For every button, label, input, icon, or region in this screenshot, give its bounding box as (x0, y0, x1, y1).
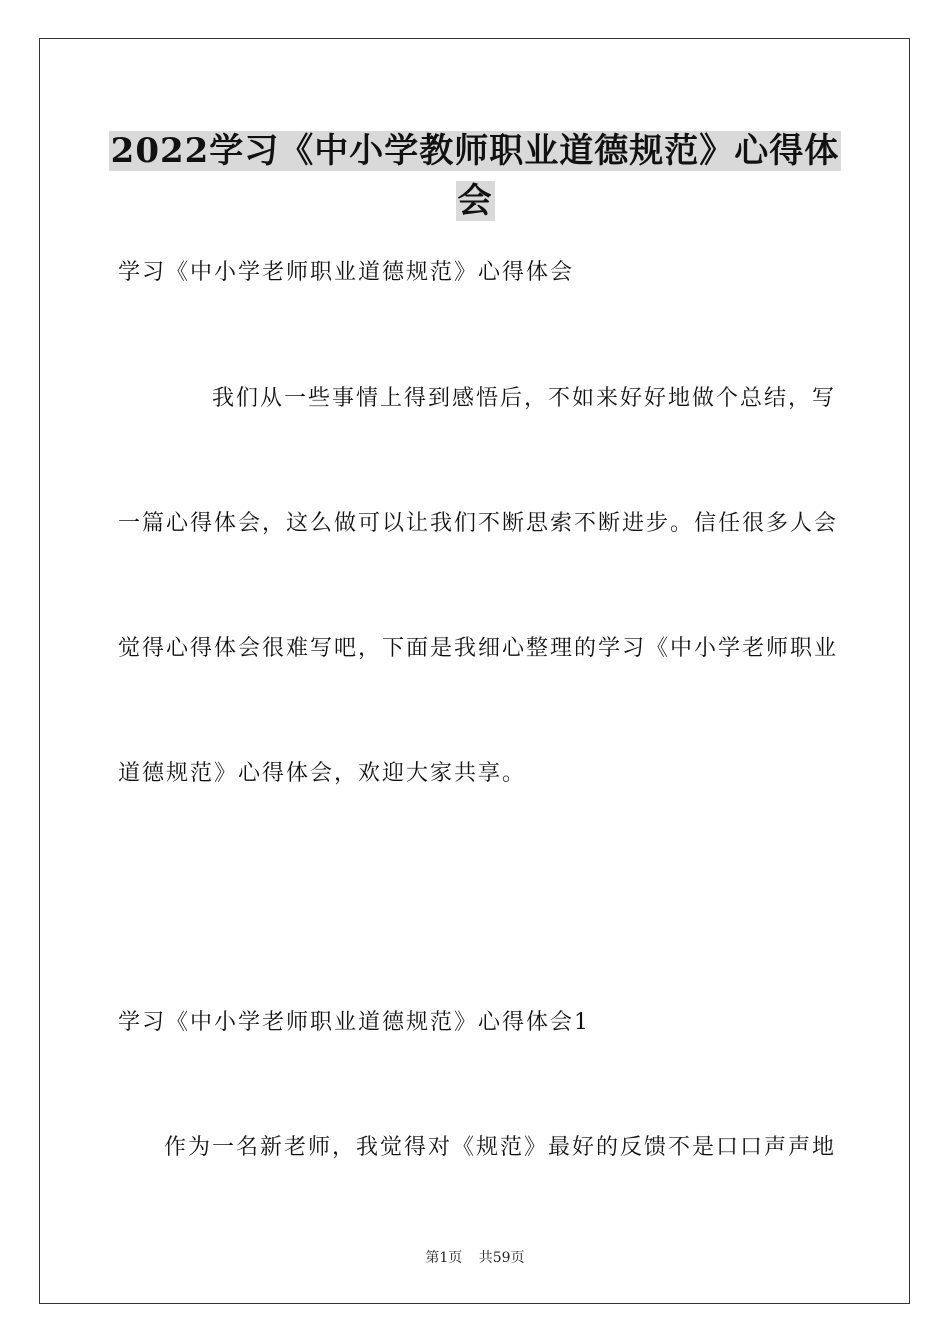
title-line-1: 2022学习《中小学教师职业道德规范》心得体 (110, 131, 840, 171)
title-line-2: 会 (457, 181, 493, 221)
page-number: 第1页 (425, 1250, 463, 1266)
intro-paragraph-line: 觉得心得体会很难写吧，下面是我细心整理的学习《中小学老师职业 (118, 636, 839, 661)
section-heading: 学习《中小学老师职业道德规范》心得体会1 (118, 1010, 590, 1035)
intro-paragraph-line: 我们从一些事情上得到感悟后，不如来好好地做个总结，写 (212, 386, 837, 411)
page-footer (0, 1247, 950, 1267)
document-title (90, 126, 860, 226)
page-border (39, 38, 910, 1304)
intro-paragraph-line: 道德规范》心得体会，欢迎大家共享。 (118, 761, 527, 786)
page-total: 共59页 (478, 1250, 525, 1266)
doc-heading: 学习《中小学老师职业道德规范》心得体会 (118, 260, 575, 285)
intro-paragraph-line: 一篇心得体会，这么做可以让我们不断思索不断进步。信任很多人会 (118, 511, 839, 536)
section-paragraph-line: 作为一名新老师，我觉得对《规范》最好的反馈不是口口声声地 (164, 1135, 837, 1160)
